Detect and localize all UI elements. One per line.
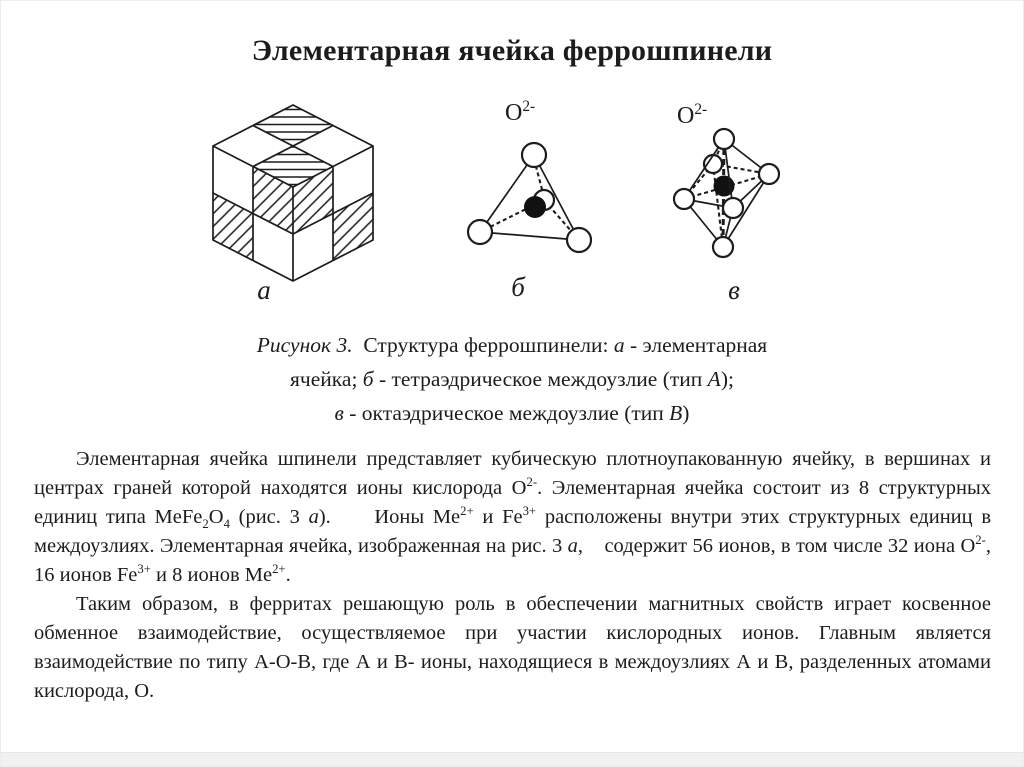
paragraph-1: Элементарная ячейка шпинели представляет кубическую плотноупакованную ячейку, в вершинах и центрах граней которой находятся ионы кислорода $O^{2-}$. Элементарная ячейка состоит из 8 структурных единиц типа $MeFe_2O_4$ (рис. 3 а). Ионы $Me^{2+}$ и $Fe^{3+}$ расположены внутри этих структурных единиц в междоузлиях. Элементарная ячейка, изображенная на рис. 3 а, содержит 56 ионов, в том числе 32 иона $O^{2-}$, 16 ионов $Fe^{3+}$ и 8 ионов $Me^{2+}$. xyxy=(34,448,991,586)
oxygen-atom xyxy=(522,143,546,167)
bottom-strip xyxy=(1,752,1023,766)
unit-cell-drawing xyxy=(207,99,379,287)
oxygen-atom xyxy=(759,164,779,184)
caption-line-1: Рисунок 3. Структура феррошпинели: а - элементарная xyxy=(256,333,768,357)
figure-label-a: а xyxy=(257,275,271,305)
page-title: Элементарная ячейка феррошпинели xyxy=(251,34,773,67)
octahedron-figure xyxy=(651,119,801,284)
caption-line-3: в - октаэдрическое междоузлие (тип В) xyxy=(334,401,690,425)
figure-caption xyxy=(1,328,1023,430)
unit-cell-figure xyxy=(207,99,379,292)
body-text xyxy=(34,445,991,706)
oxygen-atom xyxy=(714,129,734,149)
octahedron-drawing xyxy=(651,119,801,279)
cation-dot xyxy=(524,196,546,218)
oxygen-atom xyxy=(723,198,743,218)
oxygen-atom xyxy=(674,189,694,209)
oxygen-atom xyxy=(468,220,492,244)
paragraph-2: Таким образом, в ферритах решающую роль в обеспечении магнитных свойств играет косвенное обменное взаимодействие, осуществляемое при участии кислородных ионов. Главным является взаимодействие по типу А-О-В, где А и В- ионы, находящиеся в междоузлиях А и В, разделенных атомами кислорода, О. xyxy=(34,593,991,702)
figure-label-b: б xyxy=(511,272,525,302)
tetrahedron-figure xyxy=(449,139,619,294)
oxygen-atom xyxy=(567,228,591,252)
oxygen-ion-label-octahedron: $O^{2-}$ xyxy=(677,101,708,129)
figure-label-v: в xyxy=(728,275,740,305)
oxygen-ion-label-tetrahedron: $O^{2-}$ xyxy=(505,98,536,126)
tetrahedron-drawing xyxy=(449,139,619,289)
caption-line-2: ячейка; б - тетраэдрическое междоузлие (тип А); xyxy=(290,367,734,391)
oxygen-atom xyxy=(713,237,733,257)
